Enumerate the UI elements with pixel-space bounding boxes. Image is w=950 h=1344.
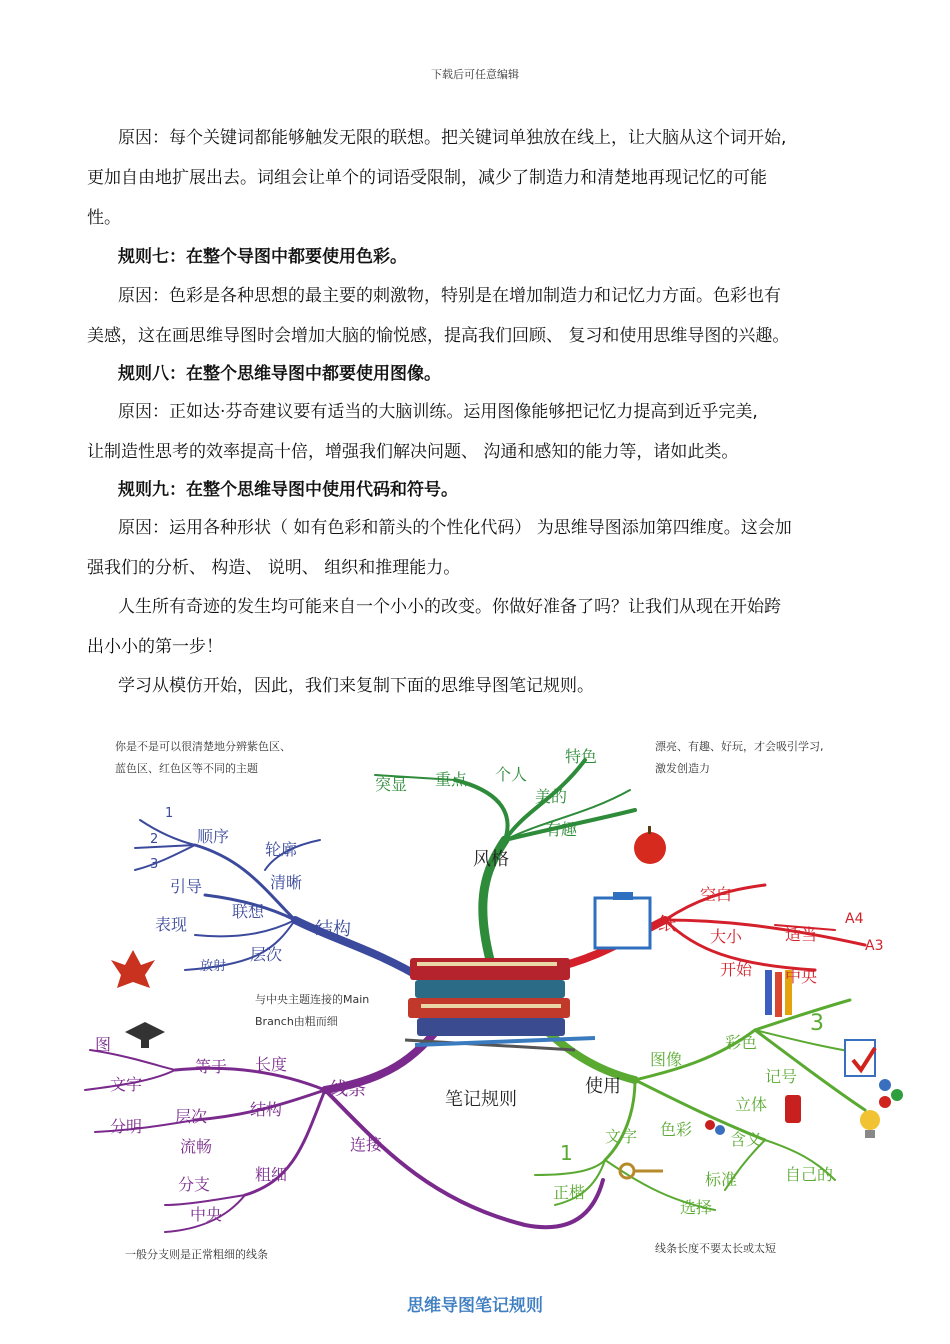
mindmap-word: 重点 [435, 770, 468, 789]
mindmap-word: 开始 [720, 960, 753, 979]
label-fengge: 风格 [473, 849, 509, 870]
coke-can-icon [785, 1095, 801, 1123]
paragraph-line: 原因：色彩是各种思想的最主要的刺激物，特别是在增加制造力和记忆力方面。色彩也有 [118, 286, 781, 306]
note-top-right-2: 激发创造力 [655, 762, 710, 775]
center-label: 笔记规则 [445, 1089, 517, 1110]
paragraph-line: 学习从模仿开始，因此，我们来复制下面的思维导图笔记规则。 [118, 676, 594, 696]
rule-heading: 规则七：在整个导图中都要使用色彩。 [118, 247, 407, 267]
note-bottom-right: 线条长度不要太长或太短 [655, 1242, 776, 1255]
note-top-right-1: 漂亮、有趣、好玩，才会吸引学习, [655, 740, 824, 753]
figure-caption: 思维导图笔记规则 [407, 1296, 543, 1316]
mindmap-word: 放射 [200, 959, 227, 974]
mindmap-word: 适当 [785, 925, 818, 944]
mindmap-word: 特色 [565, 747, 598, 766]
mindmap-word: 空白 [700, 885, 733, 904]
mindmap-word: 3 [810, 1011, 824, 1036]
paragraph-line: 让制造性思考的效率提高十倍，增强我们解决问题、 沟通和感知的能力等，诸如此类。 [87, 442, 739, 462]
mindmap-word: A3 [865, 938, 884, 954]
label-xiantiao: 线条 [330, 1079, 366, 1100]
note-top-left-2: 蓝色区、红色区等不同的主题 [115, 762, 258, 775]
mindmap-word: 个人 [495, 765, 528, 784]
mind-map-figure [75, 720, 905, 1290]
paragraph-line: 原因：运用各种形状（ 如有色彩和箭头的个性化代码） 为思维导图添加第四维度。这会加 [118, 518, 792, 538]
mindmap-word: 层次 [250, 945, 283, 964]
mindmap-word: 自己的 [785, 1165, 834, 1184]
key-icon [620, 1164, 663, 1178]
colored-dots-icon [879, 1079, 903, 1108]
maple-leaf-icon [111, 950, 155, 988]
mindmap-word: 清晰 [270, 873, 303, 892]
paragraph-line: 原因：正如达·芬奇建议要有适当的大脑训练。运用图像能够把记忆力提高到近乎完美, [118, 402, 758, 422]
mindmap-word: 层次 [175, 1107, 208, 1126]
paragraph-line: 强我们的分析、 构造、 说明、 组织和推理能力。 [87, 558, 461, 578]
clipboard-icon [595, 892, 650, 948]
paragraph-line: 人生所有奇迹的发生均可能来自一个小小的改变。你做好准备了吗？让我们从现在开始跨 [118, 597, 781, 617]
apple-icon [634, 826, 666, 864]
mindmap-word: 1 [165, 806, 174, 821]
mindmap-word: 美的 [535, 787, 568, 806]
mindmap-word: 中央 [785, 967, 818, 986]
graduation-cap-icon [125, 1022, 165, 1048]
note-mid-left-2: Branch由粗而细 [255, 1015, 338, 1028]
mindmap-word: 记号 [765, 1067, 798, 1086]
mindmap-word: 粗细 [255, 1165, 288, 1184]
mindmap-word: 标准 [705, 1170, 738, 1189]
mindmap-word: 连接 [350, 1135, 383, 1154]
paragraph-line: 原因：每个关键词都能够触发无限的联想。把关键词单独放在线上，让大脑从这个词开始, [118, 128, 787, 148]
mindmap-word: 2 [150, 832, 159, 847]
mindmap-word: 图 [95, 1035, 112, 1054]
note-top-left-1: 你是不是可以很清楚地分辨紫色区、 [115, 740, 291, 753]
mindmap-word: 文字 [605, 1127, 638, 1146]
checkmark-document-icon [845, 1040, 875, 1076]
paragraph-line: 出小小的第一步！ [87, 637, 223, 657]
page-header: 下载后可任意编辑 [431, 68, 519, 81]
mindmap-word: 中央 [190, 1205, 223, 1224]
paragraph-line: 美感，这在画思维导图时会增加大脑的愉悦感，提高我们回顾、 复习和使用思维导图的兴趣。 [87, 326, 790, 346]
mindmap-word: 选择 [680, 1198, 713, 1217]
mindmap-word: 图像 [650, 1050, 683, 1069]
mindmap-word: 表现 [155, 915, 188, 934]
mindmap-word: A4 [845, 911, 864, 927]
mindmap-word: 轮廓 [265, 840, 298, 859]
rule-heading: 规则九：在整个思维导图中使用代码和符号。 [118, 480, 458, 500]
mindmap-word: 结构 [250, 1100, 283, 1119]
mindmap-word: 分支 [178, 1175, 211, 1194]
label-jiegou: 结构 [315, 919, 351, 940]
mindmap-word: 突显 [375, 775, 408, 794]
label-zhi: 纸 [658, 914, 676, 935]
mindmap-word: 大小 [710, 927, 743, 946]
mindmap-word: 3 [150, 857, 159, 872]
mindmap-word: 引导 [170, 877, 203, 896]
paragraph-line: 性。 [87, 208, 121, 228]
rule-heading: 规则八：在整个思维导图中都要使用图像。 [118, 364, 441, 384]
mindmap-word: 有趣 [545, 820, 578, 839]
mindmap-word: 1 [560, 1141, 573, 1165]
mindmap-word: 彩色 [725, 1033, 758, 1052]
mindmap-word: 联想 [232, 902, 265, 921]
mindmap-word: 分明 [110, 1117, 143, 1136]
mindmap-word: 顺序 [197, 827, 230, 846]
paragraph-line: 更加自由地扩展出去。词组会让单个的词语受限制，减少了制造力和清楚地再现记忆的可能 [87, 168, 767, 188]
note-bottom-left: 一般分支则是正常粗细的线条 [125, 1248, 268, 1261]
mindmap-word: 长度 [255, 1055, 288, 1074]
label-shiyong: 使用 [585, 1076, 621, 1097]
mindmap-word: 色彩 [660, 1120, 693, 1139]
lightbulb-icon [860, 1110, 880, 1138]
mindmap-word: 立体 [735, 1095, 768, 1114]
mindmap-word: 正楷 [553, 1183, 586, 1202]
mindmap-word: 含义 [730, 1130, 763, 1149]
mindmap-word: 流畅 [180, 1137, 213, 1156]
mindmap-word: 文字 [110, 1075, 143, 1094]
mindmap-word: 等于 [195, 1057, 228, 1076]
note-mid-left-1: 与中央主题连接的Main [255, 993, 370, 1006]
